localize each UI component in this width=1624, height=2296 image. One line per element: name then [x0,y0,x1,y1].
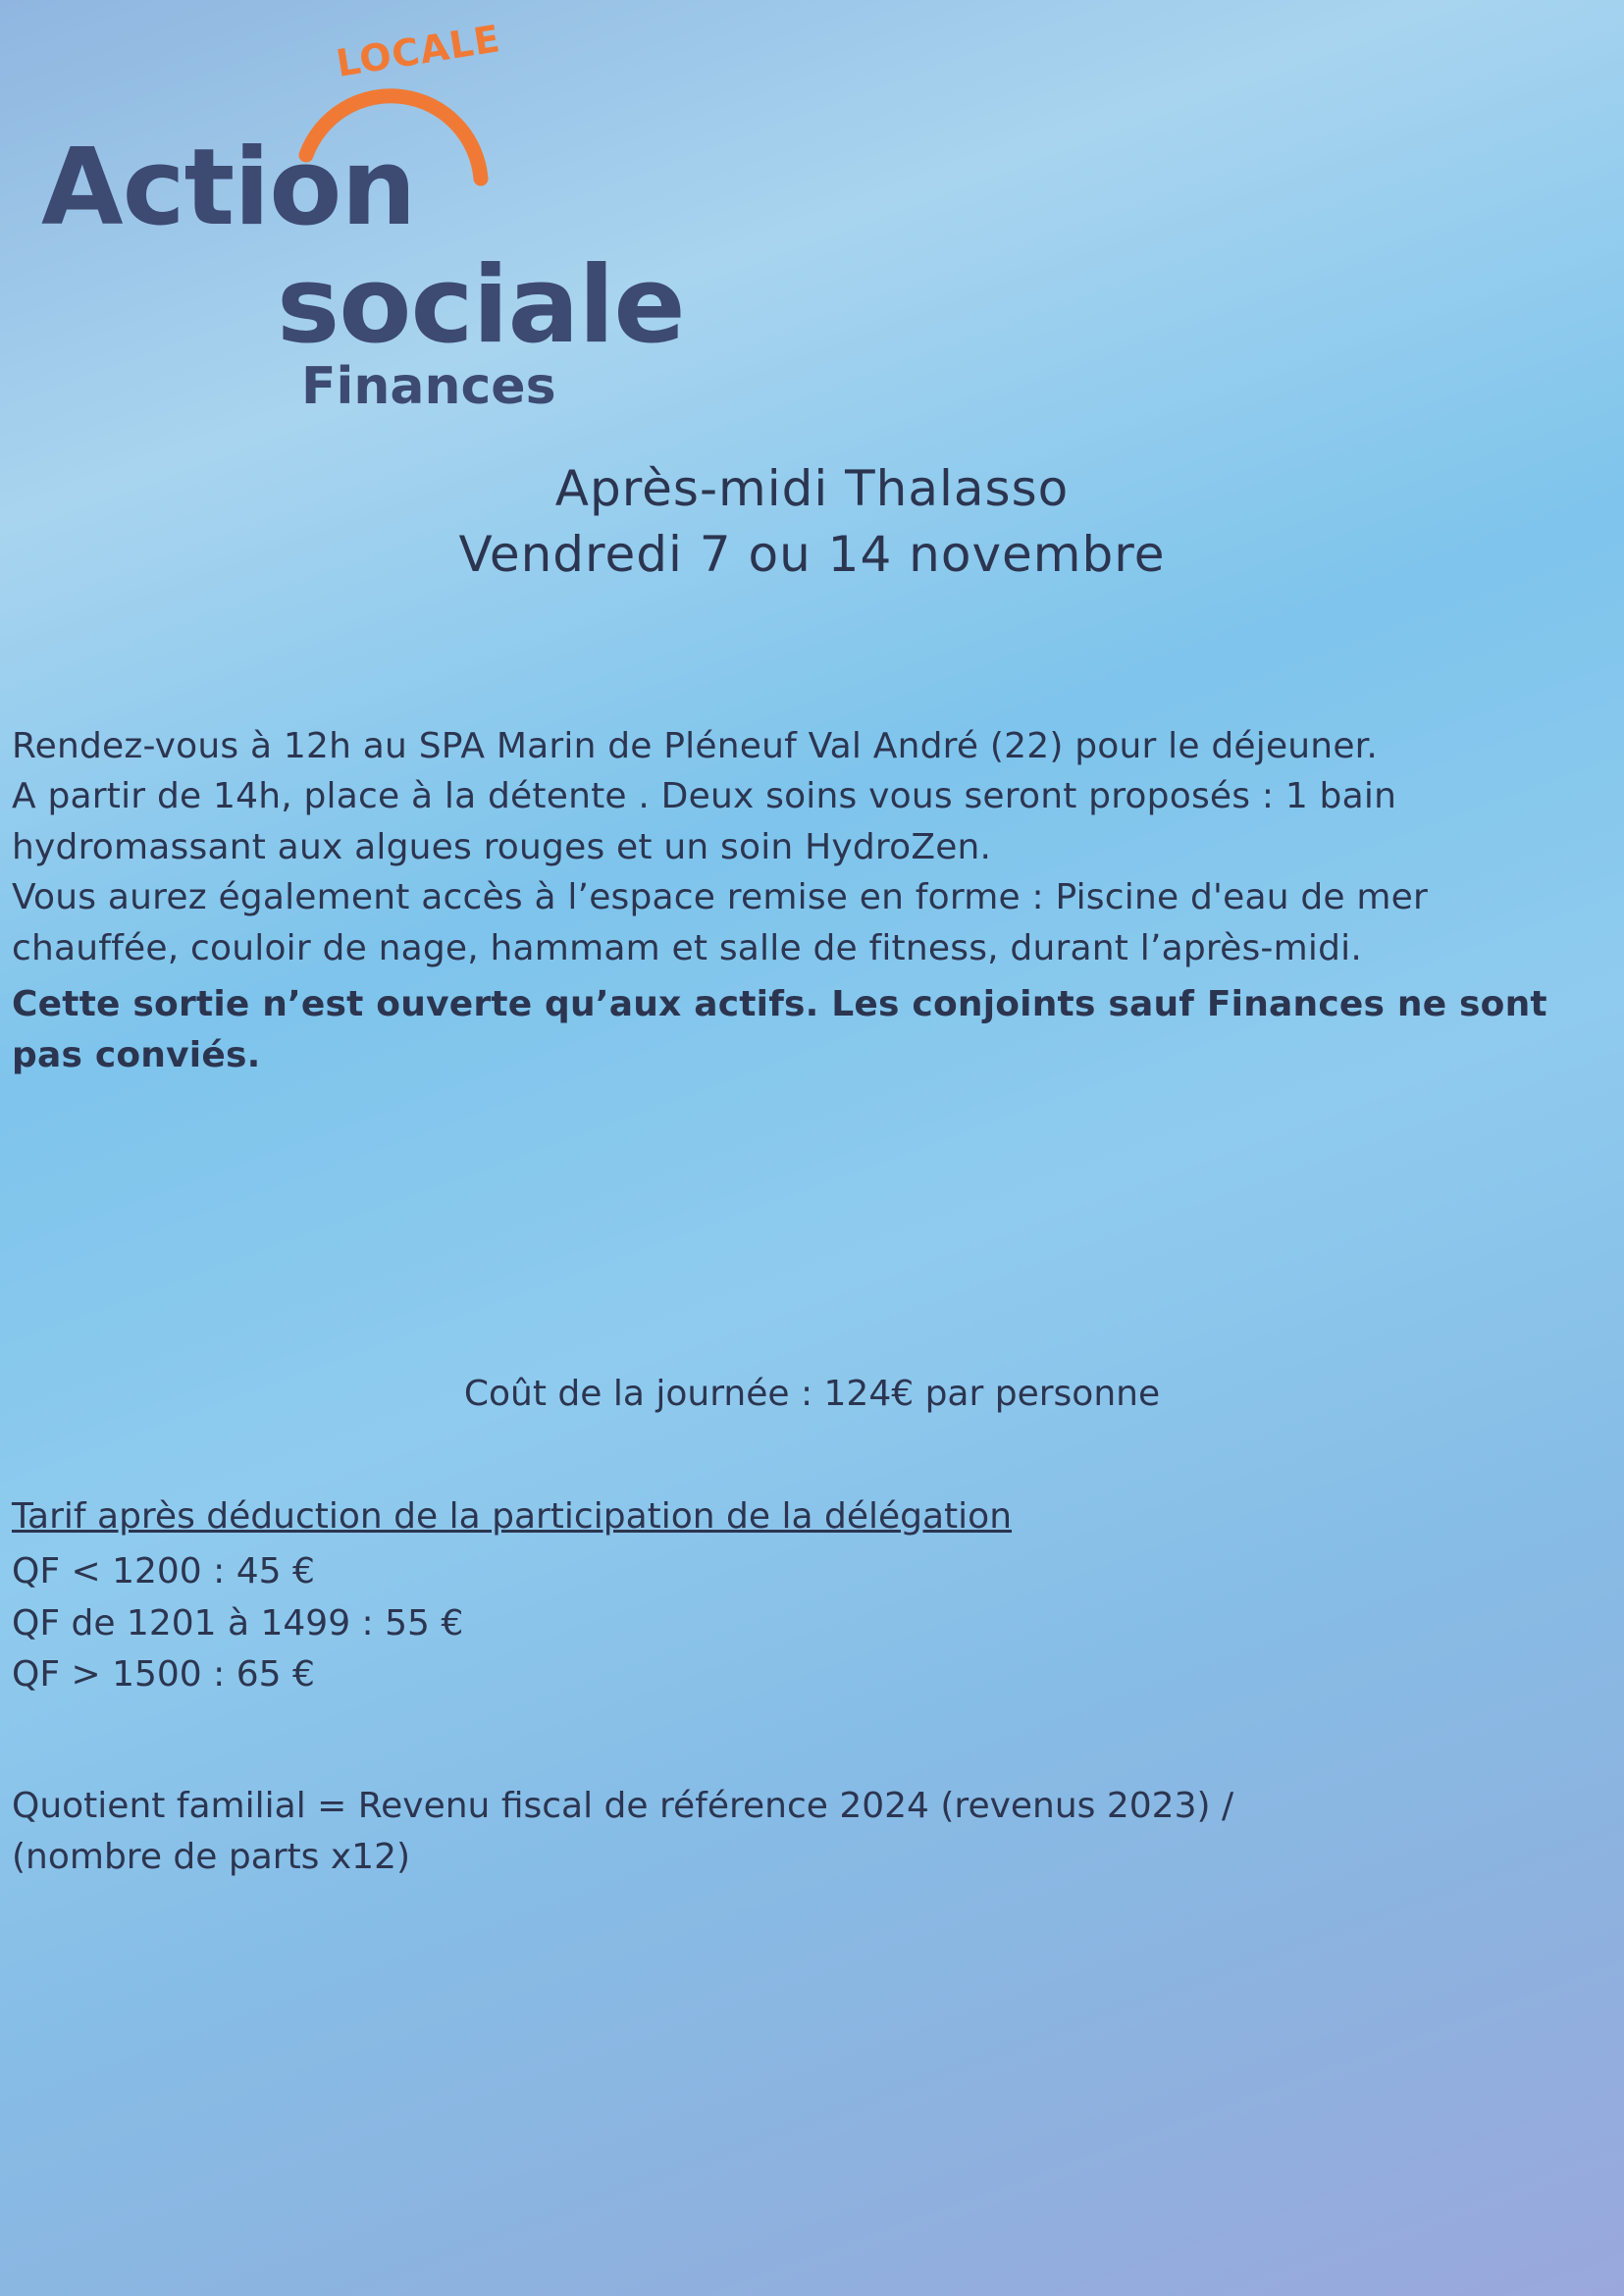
logo-action-sociale-finances [41,17,728,416]
qf-formula-line-1: Quotient familial = Revenu fiscal de référence 2024 (revenus 2023) / [12,1786,1234,1826]
tariff-row: QF > 1500 : 65 € [12,1654,315,1696]
logo-action-text: Action [41,127,416,249]
title-line-2: Vendredi 7 ou 14 novembre [458,525,1166,583]
page-title [0,456,1624,587]
description-section [12,721,1565,1080]
quotient-familial-section [12,1781,1575,1883]
logo-finances-text: Finances [301,357,556,416]
tariff-row: QF < 1200 : 45 € [12,1551,315,1592]
title-line-1: Après-midi Thalasso [554,460,1070,517]
qf-formula-line-2: (nombre de parts x12) [12,1837,411,1878]
logo-locale-text: LOCALE [333,17,504,85]
paragraph-treatments: A partir de 14h, place à la détente . Deux soins vous seront proposés : 1 bain hydromassant aux algues rouges et un soin HydroZen. [12,776,1397,867]
tariff-section [12,1496,1565,1701]
tariff-heading: Tarif après déduction de la participation de la délégation [12,1496,1013,1537]
logo-sociale-text: sociale [277,244,685,367]
paragraph-meeting-point: Rendez-vous à 12h au SPA Marin de Pléneuf Val André (22) pour le déjeuner. [12,726,1379,766]
paragraph-facilities: Vous aurez également accès à l’espace remise en forme : Piscine d'eau de mer chauffée, couloir de nage, hammam et salle de fitness, durant l’après-midi. [12,877,1429,968]
cost-line: Coût de la journée : 124€ par personne [463,1374,1161,1414]
paragraph-eligibility-notice: Cette sortie n’est ouverte qu’aux actifs. Les conjoints sauf Finances ne sont pas conviés. [12,984,1547,1075]
tariff-row: QF de 1201 à 1499 : 55 € [12,1602,464,1644]
